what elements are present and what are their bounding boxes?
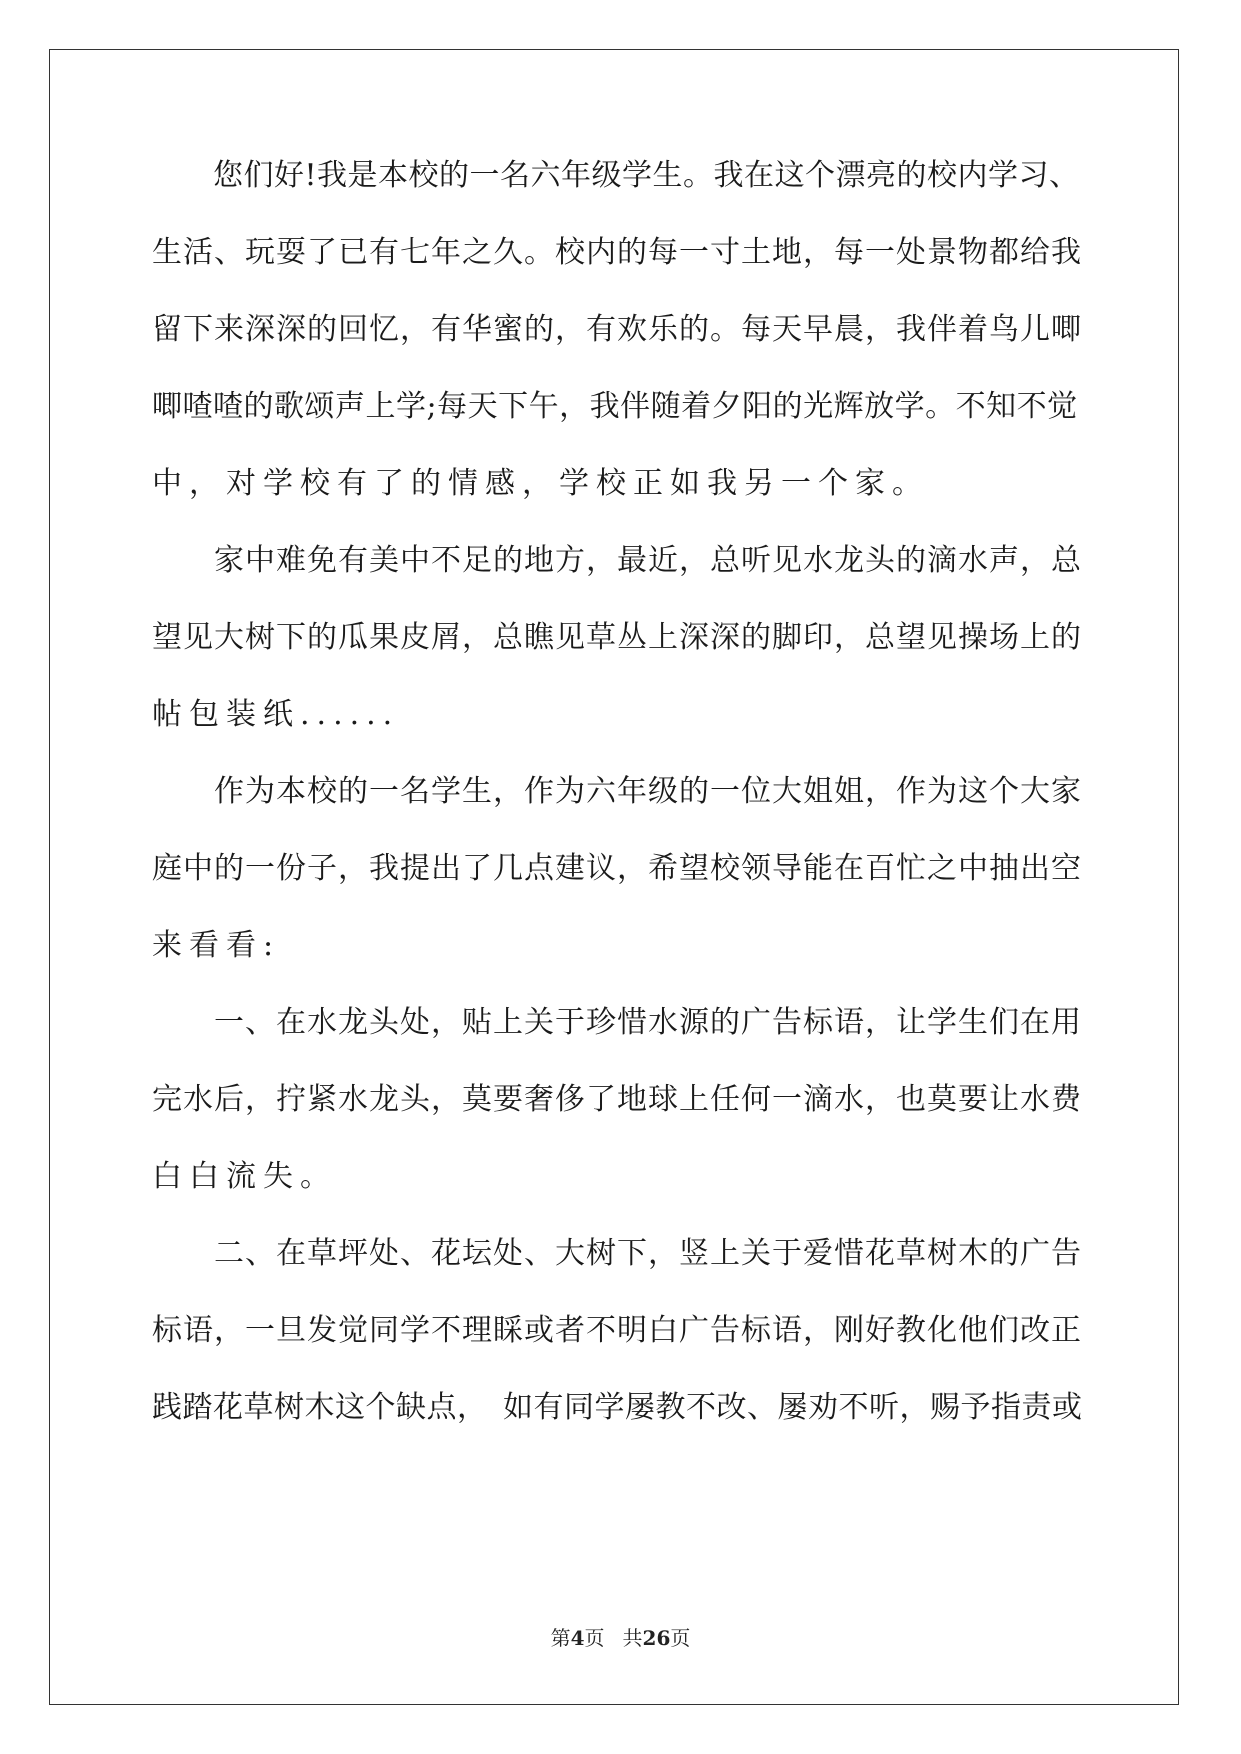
page-footer — [0, 1626, 1241, 1650]
text-line: 一、在水龙头处，贴上关于珍惜水源的广告标语，让学生们在用 — [152, 1005, 1082, 1040]
text-line: 中，对学校有了的情感，学校正如我另一个家。 — [152, 466, 929, 501]
total-pages: 26 — [642, 1626, 671, 1650]
total-suffix: 页 — [670, 1626, 691, 1650]
text-line: 标语，一旦发觉同学不理睬或者不明白广告标语，刚好教化他们改正 — [152, 1313, 1082, 1348]
text-line: 完水后，拧紧水龙头，莫要奢侈了地球上任何一滴水，也莫要让水费 — [152, 1082, 1082, 1117]
text-line: 帖包装纸...... — [152, 697, 400, 732]
text-line: 白白流失。 — [152, 1159, 337, 1194]
text-line: 家中难免有美中不足的地方，最近，总听见水龙头的滴水声，总 — [152, 543, 1082, 578]
text-line: 生活、玩耍了已有七年之久。校内的每一寸土地，每一处景物都给我 — [152, 235, 1082, 270]
page-prefix: 第 — [550, 1626, 571, 1650]
text-line: 留下来深深的回忆，有华蜜的，有欢乐的。每天早晨，我伴着鸟儿唧 — [152, 312, 1082, 347]
total-prefix: 共 — [622, 1626, 643, 1650]
text-line: 二、在草坪处、花坛处、大树下，竖上关于爱惜花草树木的广告 — [152, 1236, 1082, 1271]
text-line: 庭中的一份子，我提出了几点建议，希望校领导能在百忙之中抽出空 — [152, 851, 1082, 886]
text-line: 唧喳喳的歌颂声上学;每天下午，我伴随着夕阳的光辉放学。不知不觉 — [152, 389, 1078, 424]
text-line: 望见大树下的瓜果皮屑，总瞧见草丛上深深的脚印，总望见操场上的 — [152, 620, 1082, 655]
document-body — [152, 150, 1088, 1459]
page-suffix: 页 — [584, 1626, 605, 1650]
text-line: 作为本校的一名学生，作为六年级的一位大姐姐，作为这个大家 — [152, 774, 1082, 809]
page-number: 4 — [570, 1626, 585, 1650]
text-line: 来看看: — [152, 928, 281, 963]
text-line: 践踏花草树木这个缺点， 如有同学屡教不改、屡劝不听，赐予指责或 — [152, 1390, 1083, 1425]
text-line: 您们好!我是本校的一名六年级学生。我在这个漂亮的校内学习、 — [152, 158, 1080, 193]
